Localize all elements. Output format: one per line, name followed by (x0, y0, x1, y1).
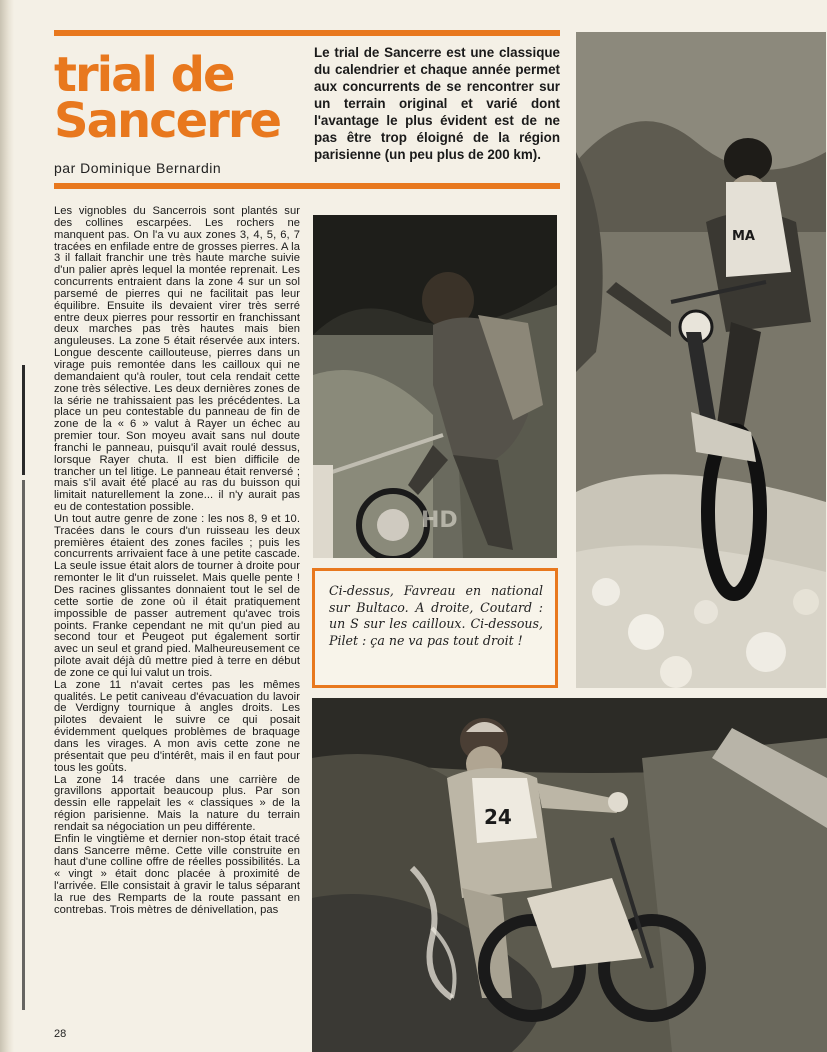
margin-mark (22, 480, 25, 1010)
photo-caption-box (312, 568, 558, 688)
article-body: Les vignobles du Sancerrois sont plantés sur des collines escarpées. Les rochers ne manquent pas. On l'a vu aux zones 3, 4, 5, 6, 7 tracées en enfilade entre de grosses pierres. A la 3 il fallait franchir une très haute marche suivie d'un palier après lequel la montée reprenait. Les concurrents entraient dans la zone 4 sur un sol parsemé de pierres qui ne facilitait pas leur équilibre. Ensuite ils devaient virer très serré entre deux pierres pour ressortir en franchissant deux marches pas très hautes mais bien anguleuses. La zone 5 était réservée aux inters. Longue descente caillouteuse, pierres dans un virage puis remontée dans les cailloux qui ne demandaient qu'à rouler, tout cela rendait cette zone très sélective. Les deux dernières zones de la série ne trahissaient pas les précédentes. La place un peu contestable du panneau de fin de zone de la « 6 » valut à Rayer un échec au premier tour. Son moyeu avait sans nul doute franchi le panneau, puisqu'il avait roulé dessus, lorsque Rayer chuta. Il est bien difficile de trancher un tel litige. Le panneau était renversé ; mais s'il avait été placé au ras du buisson qui limitait naturellement la zone... il n'y aurait pas eu de contestation possible. Un tout autre genre de zone : les nos 8, 9 et 10. Tracées dans le cours d'un ruisseau les deux premières étaient des zones faciles ; puis les concurrents arrivaient face à une petite cascade. La seule issue était alors de tourner à droite pour remonter le lit d'un ruisselet. Mais quelle pente ! Des racines glissantes donnaient tout le sel de cette sortie de zone où il était pratiquement impossible de passer autrement qu'avec trois points. Franke cependant ne mit qu'un pied au second tour et Peugeot put également sortir avec un seul et grand pied. Malheureusement ce pilote avait déjà dû mettre pied à terre en début de zone ce qui lui valut un trois. La zone 11 n'avait certes pas les mêmes qualités. Le petit caniveau d'évacuation du lavoir de Verdigny tournique à angles droits. Les pilotes devaient le suivre ce qui posait évidemment quelques problèmes de braquage dans les virages. A mon avis cette zone ne présentait que peu d'intérêt, mais il en faut pour tous les goûts. La zone 14 tracée dans une carrière de gravillons apportait beaucoup plus. Par son dessin elle rappelait les « classiques » de la région parisienne. Mais la nature du terrain rendait sa négociation un peu différente. Enfin le vingtième et dernier non-stop était tracé dans Sancerre même. Cette ville construite en haut d'une colline offre de réelles possibilités. La « vingt » était donc placée à proximité de l'arrivée. Elle consistait à gravir le talus séparant la rue des Remparts de la route passant en contrebas. Trois mètres de dénivellation, pas (54, 205, 300, 916)
photo-pilet-image (312, 698, 827, 1052)
rider-bib-number: MA (732, 229, 755, 244)
bottom-orange-rule (54, 183, 560, 189)
rider-bib-number: 24 (484, 805, 512, 829)
photo-coutard (576, 32, 826, 688)
photo-favreau-image (313, 215, 557, 558)
photo-caption: Ci-dessus, Favreau en national sur Bultaco. A droite, Coutard : un S sur les cailloux. Ci-dessous, Pilet : ça ne va pas tout droit ! (329, 583, 543, 648)
article-title: trial de Sancerre (54, 47, 281, 149)
page-number: 28 (54, 1028, 67, 1040)
article-intro: Le trial de Sancerre est une classique du calendrier et chaque année permet aux concurrents de se rencontrer sur un terrain original et varié dont l'avantage le plus évident est de ne pas être trop éloigné de la région parisienne (un peu plus de 200 km). (314, 45, 560, 162)
photo-watermark: HD (421, 508, 458, 533)
article-byline: par Dominique Bernardin (54, 160, 222, 176)
top-orange-rule (54, 30, 560, 36)
margin-mark (22, 365, 25, 475)
photo-pilet (312, 698, 827, 1052)
page-spine-shadow (0, 0, 14, 1052)
photo-coutard-image (576, 32, 826, 688)
photo-favreau (313, 215, 557, 558)
